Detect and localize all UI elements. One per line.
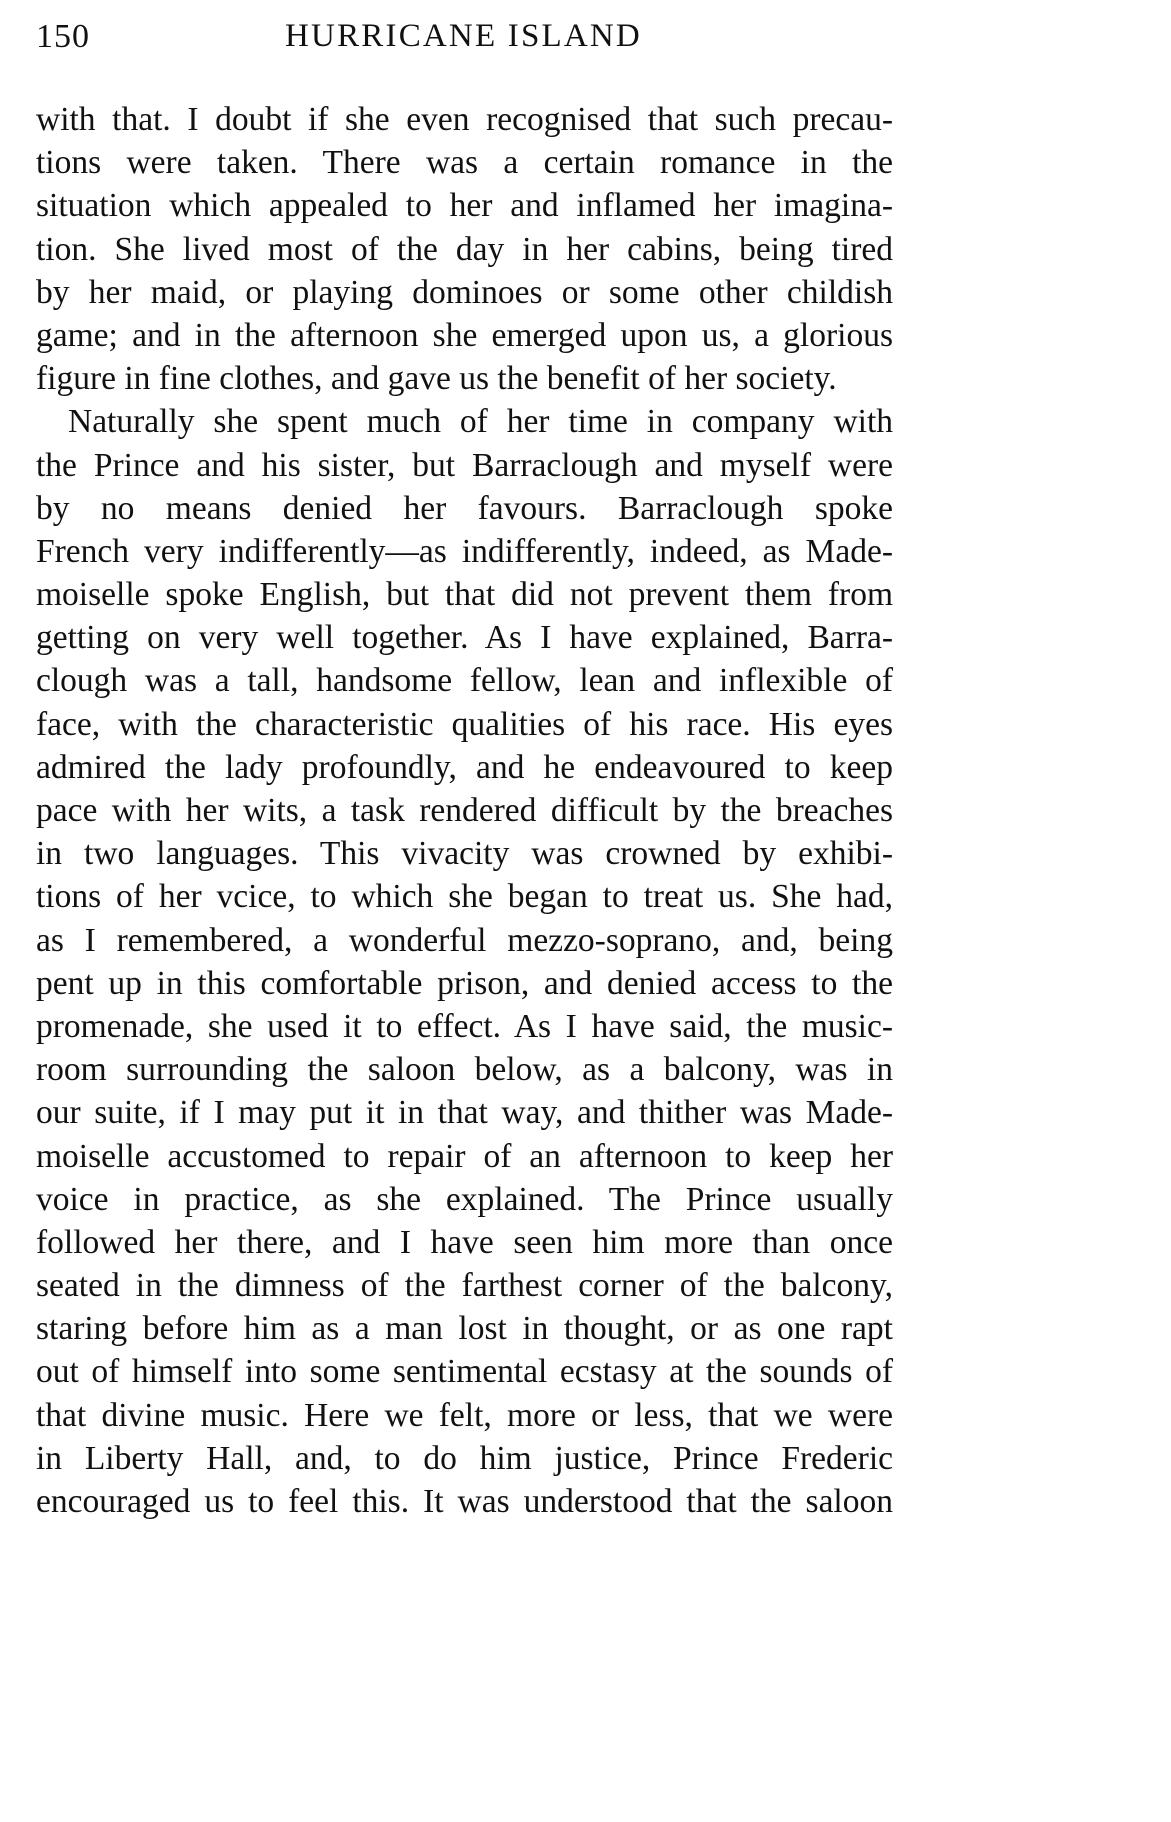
text-line: moiselle spoke English, but that did not prevent them from bbox=[36, 576, 893, 614]
text-line: admired the lady profoundly, and he endeavoured to keep bbox=[36, 748, 893, 786]
text-line: clough was a tall, handsome fellow, lean and inflexible of bbox=[36, 662, 893, 700]
text-line: tion. She lived most of the day in her cabins, being tired bbox=[36, 230, 893, 268]
text-line: voice in practice, as she explained. The Prince usually bbox=[36, 1180, 893, 1218]
text-line: by her maid, or playing dominoes or some other childish bbox=[36, 273, 893, 311]
text-line: tions were taken. There was a certain romance in the bbox=[36, 144, 893, 182]
text-line: out of himself into some sentimental ecstasy at the sounds of bbox=[36, 1353, 893, 1391]
text-line: pace with her wits, a task rendered difficult by the breaches bbox=[36, 792, 893, 829]
running-title: HURRICANE ISLAND bbox=[285, 18, 642, 54]
text-line: in Liberty Hall, and, to do him justice, Prince Frederic bbox=[36, 1439, 893, 1477]
text-line: as I remembered, a wonderful mezzo-soprano, and, being bbox=[36, 921, 893, 959]
text-line: French very indifferently—as indifferently, indeed, as Made- bbox=[36, 532, 893, 570]
text-line: game; and in the afternoon she emerged upon us, a glorious bbox=[36, 316, 893, 354]
text-line: by no means denied her favours. Barraclough spoke bbox=[36, 489, 893, 527]
text-line: our suite, if I may put it in that way, and thither was Made- bbox=[36, 1094, 893, 1132]
text-line: figure in fine clothes, and gave us the benefit of her society. bbox=[36, 360, 837, 398]
text-line: pent up in this comfortable prison, and denied access to the bbox=[36, 964, 893, 1002]
text-line: room surrounding the saloon below, as a balcony, was in bbox=[36, 1051, 893, 1089]
text-line: face, with the characteristic qualities of his race. His eyes bbox=[36, 705, 893, 743]
text-line: seated in the dimness of the farthest corner of the balcony, bbox=[36, 1267, 893, 1305]
text-line: tions of her vcice, to which she began to treat us. She had, bbox=[36, 878, 893, 916]
text-line: in two languages. This vivacity was crowned by exhibi- bbox=[36, 835, 893, 873]
text-line: staring before him as a man lost in thought, or as one rapt bbox=[36, 1310, 893, 1348]
body-text bbox=[36, 98, 893, 1523]
text-line: with that. I doubt if she even recognised that such precau- bbox=[36, 101, 893, 138]
text-line: Naturally she spent much of her time in company with bbox=[68, 403, 893, 441]
text-line: that divine music. Here we felt, more or less, that we were bbox=[36, 1396, 893, 1434]
text-line: the Prince and his sister, but Barraclough and myself were bbox=[36, 446, 893, 484]
text-line: followed her there, and I have seen him more than once bbox=[36, 1223, 893, 1261]
text-line: getting on very well together. As I have explained, Barra- bbox=[36, 619, 893, 657]
running-head bbox=[36, 14, 891, 66]
text-line: moiselle accustomed to repair of an afternoon to keep her bbox=[36, 1137, 893, 1175]
text-line: encouraged us to feel this. It was understood that the saloon bbox=[36, 1483, 893, 1520]
text-line: promenade, she used it to effect. As I have said, the music- bbox=[36, 1007, 893, 1045]
page-number: 150 bbox=[36, 18, 90, 55]
text-line: situation which appealed to her and inflamed her imagina- bbox=[36, 187, 893, 225]
